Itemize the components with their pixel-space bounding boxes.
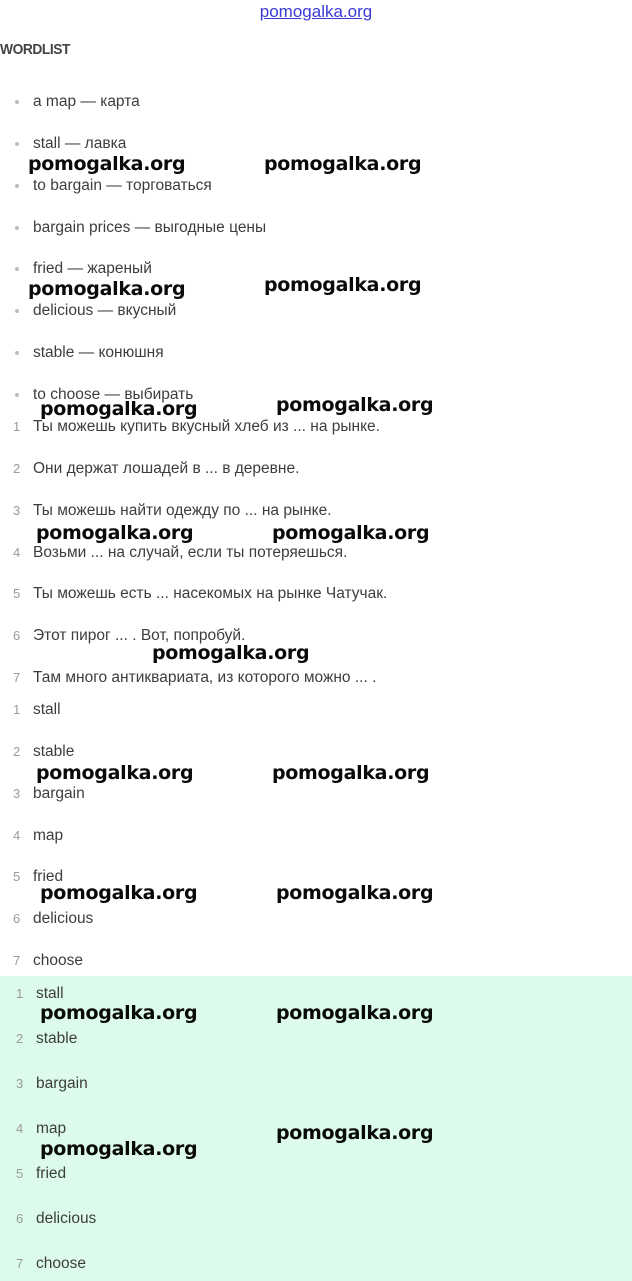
wordlist-heading: WORDLIST — [0, 41, 70, 58]
bullet-icon — [15, 142, 19, 146]
watermark: pomogalka.org — [28, 153, 186, 175]
watermark: pomogalka.org — [264, 153, 422, 175]
bullet-icon — [15, 351, 19, 355]
watermark: pomogalka.org — [276, 1122, 434, 1144]
watermark: pomogalka.org — [36, 522, 194, 544]
bullet-icon — [15, 309, 19, 313]
bullet-icon — [15, 184, 19, 188]
watermark: pomogalka.org — [36, 762, 194, 784]
watermark: pomogalka.org — [276, 1002, 434, 1024]
site-link[interactable]: pomogalka.org — [259, 2, 373, 21]
watermark: pomogalka.org — [276, 882, 434, 904]
watermark: pomogalka.org — [40, 398, 198, 420]
watermark: pomogalka.org — [276, 394, 434, 416]
watermark: pomogalka.org — [28, 278, 186, 300]
watermark: pomogalka.org — [152, 642, 310, 664]
bullet-icon — [15, 393, 19, 397]
bullet-icon — [15, 100, 19, 104]
watermark: pomogalka.org — [40, 1138, 198, 1160]
watermark: pomogalka.org — [272, 522, 430, 544]
watermark: pomogalka.org — [40, 882, 198, 904]
watermark: pomogalka.org — [40, 1002, 198, 1024]
bullet-icon — [15, 267, 19, 271]
watermark: pomogalka.org — [272, 762, 430, 784]
watermark: pomogalka.org — [264, 274, 422, 296]
bullet-icon — [15, 226, 19, 230]
